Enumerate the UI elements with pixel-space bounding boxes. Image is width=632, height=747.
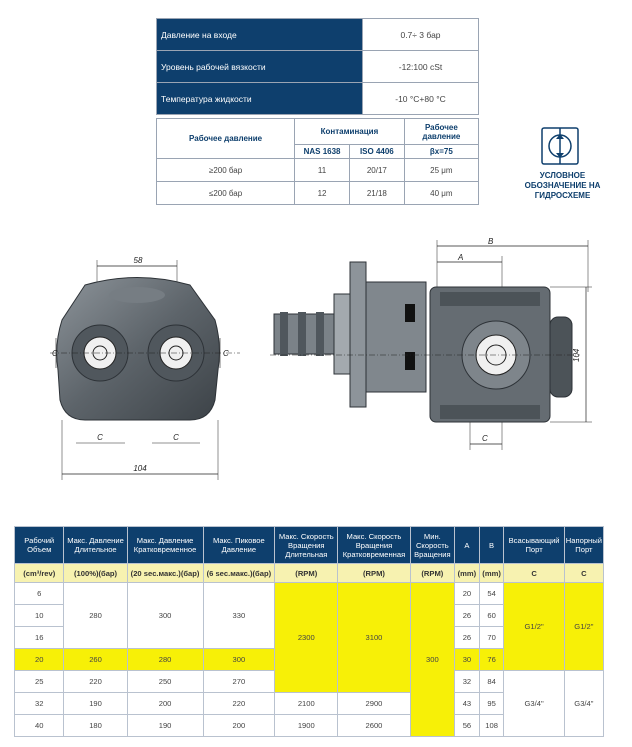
max-int-pressure-cell: 280 <box>127 649 203 671</box>
spec-row <box>157 19 479 51</box>
max-cont-pressure-cell: 280 <box>64 583 127 649</box>
contamination-header: Контаминация <box>295 119 405 145</box>
iso-cell: 20/17 <box>349 159 404 182</box>
col-header: Мин. Скорость Вращения <box>410 527 454 564</box>
speed-cont-cell: 1900 <box>275 715 338 737</box>
beta-cell: 25 μm <box>404 159 478 182</box>
displacement-cell: 20 <box>15 649 64 671</box>
a-cell: 30 <box>455 649 480 671</box>
peak-pressure-cell: 200 <box>203 715 275 737</box>
unit-cell: (RPM) <box>275 564 338 583</box>
spec-row <box>157 51 479 83</box>
peak-pressure-cell: 330 <box>203 583 275 649</box>
speed-int-cell: 2900 <box>338 693 410 715</box>
spec-row <box>157 83 479 115</box>
a-cell: 56 <box>455 715 480 737</box>
suction-port-cell: G1/2" <box>504 583 564 671</box>
nas-cell: 12 <box>295 182 350 205</box>
unit-cell: (cm³/rev) <box>15 564 64 583</box>
dim-a: A <box>458 253 464 262</box>
b-cell: 60 <box>479 605 504 627</box>
col-header: Макс. Скорость Вращения Кратковременная <box>338 527 410 564</box>
nas-cell: 11 <box>295 159 350 182</box>
iso-cell: 21/18 <box>349 182 404 205</box>
a-cell: 20 <box>455 583 480 605</box>
b-cell: 108 <box>479 715 504 737</box>
beta-header: βx=75 <box>404 145 478 159</box>
dim-c-left: C <box>52 349 58 358</box>
col-header: Макс. Давление Длительное <box>64 527 127 564</box>
front-view-drawing <box>40 250 250 482</box>
displacement-cell: 32 <box>15 693 64 715</box>
col-header: Напорный Порт <box>564 527 603 564</box>
max-int-pressure-cell: 190 <box>127 715 203 737</box>
table-row <box>15 583 604 605</box>
delivery-port-cell: G3/4" <box>564 671 603 737</box>
peak-pressure-cell: 220 <box>203 693 275 715</box>
unit-cell: (100%)(бар) <box>64 564 127 583</box>
a-cell: 32 <box>455 671 480 693</box>
iso-header: ISO 4406 <box>349 145 404 159</box>
max-int-pressure-cell: 300 <box>127 583 203 649</box>
a-cell: 43 <box>455 693 480 715</box>
unit-cell: (6 sec.макс.)(бар) <box>203 564 275 583</box>
b-cell: 70 <box>479 627 504 649</box>
col-header: Макс. Пиковое Давление <box>203 527 275 564</box>
col-header: B <box>479 527 504 564</box>
displacement-cell: 10 <box>15 605 64 627</box>
units-row <box>15 564 604 583</box>
beta-cell: 40 μm <box>404 182 478 205</box>
wp-header: Рабочее давление <box>404 119 478 145</box>
spec-value: 0.7÷ 3 бар <box>363 19 479 51</box>
unit-cell: (RPM) <box>410 564 454 583</box>
dim-b: B <box>488 237 494 246</box>
contamination-table <box>156 118 479 205</box>
speed-int-cell: 3100 <box>338 583 410 693</box>
col-header: Макс. Давление Кратковременное <box>127 527 203 564</box>
max-int-pressure-cell: 250 <box>127 671 203 693</box>
side-view-drawing <box>270 232 605 457</box>
b-cell: 84 <box>479 671 504 693</box>
speed-cont-cell: 2100 <box>275 693 338 715</box>
nas-header: NAS 1638 <box>295 145 350 159</box>
dim-side-104: 104 <box>572 348 581 362</box>
col-header: Макс. Скорость Вращения Длительная <box>275 527 338 564</box>
pressure-cell: ≤200 бар <box>157 182 295 205</box>
spec-label: Давление на входе <box>157 19 363 51</box>
col-header: Всасывающий Порт <box>504 527 564 564</box>
table-row <box>157 159 479 182</box>
spec-table <box>156 18 479 115</box>
pump-data-table <box>14 526 604 737</box>
spec-label: Температура жидкости <box>157 83 363 115</box>
pressure-cell: ≥200 бар <box>157 159 295 182</box>
unit-cell: C <box>504 564 564 583</box>
speed-cont-cell: 2300 <box>275 583 338 693</box>
col-header: A <box>455 527 480 564</box>
displacement-cell: 16 <box>15 627 64 649</box>
dim-c-bottom-left: C <box>97 433 103 442</box>
unit-cell: (mm) <box>455 564 480 583</box>
a-cell: 26 <box>455 627 480 649</box>
a-cell: 26 <box>455 605 480 627</box>
spec-value: -12:100 cSt <box>363 51 479 83</box>
max-cont-pressure-cell: 190 <box>64 693 127 715</box>
unit-cell: (mm) <box>479 564 504 583</box>
suction-port-cell: G3/4" <box>504 671 564 737</box>
max-cont-pressure-cell: 260 <box>64 649 127 671</box>
peak-pressure-cell: 300 <box>203 649 275 671</box>
max-int-pressure-cell: 200 <box>127 693 203 715</box>
header-row <box>15 527 604 564</box>
peak-pressure-cell: 270 <box>203 671 275 693</box>
speed-int-cell: 2600 <box>338 715 410 737</box>
b-cell: 54 <box>479 583 504 605</box>
working-pressure-header: Рабочее давление <box>157 119 295 159</box>
unit-cell: (RPM) <box>338 564 410 583</box>
speed-min-cell: 300 <box>410 583 454 737</box>
delivery-port-cell: G1/2" <box>564 583 603 671</box>
max-cont-pressure-cell: 180 <box>64 715 127 737</box>
b-cell: 95 <box>479 693 504 715</box>
max-cont-pressure-cell: 220 <box>64 671 127 693</box>
spec-label: Уровень рабочей вязкости <box>157 51 363 83</box>
unit-cell: C <box>564 564 603 583</box>
unit-cell: (20 sec.макс.)(бар) <box>127 564 203 583</box>
dim-c-bottom-right: C <box>173 433 179 442</box>
symbol-caption: УСЛОВНОЕ ОБОЗНАЧЕНИЕ НА ГИДРОСХЕМЕ <box>524 171 601 200</box>
col-header: Рабочий Объем <box>15 527 64 564</box>
spec-value: -10 °С+80 °С <box>363 83 479 115</box>
hydraulic-pump-symbol-icon <box>540 126 580 166</box>
dim-104: 104 <box>133 464 147 473</box>
displacement-cell: 25 <box>15 671 64 693</box>
displacement-cell: 6 <box>15 583 64 605</box>
dim-58: 58 <box>133 256 143 265</box>
table-row <box>157 182 479 205</box>
dim-c-side: C <box>482 434 488 443</box>
dim-c-right: C <box>223 349 229 358</box>
b-cell: 76 <box>479 649 504 671</box>
displacement-cell: 40 <box>15 715 64 737</box>
